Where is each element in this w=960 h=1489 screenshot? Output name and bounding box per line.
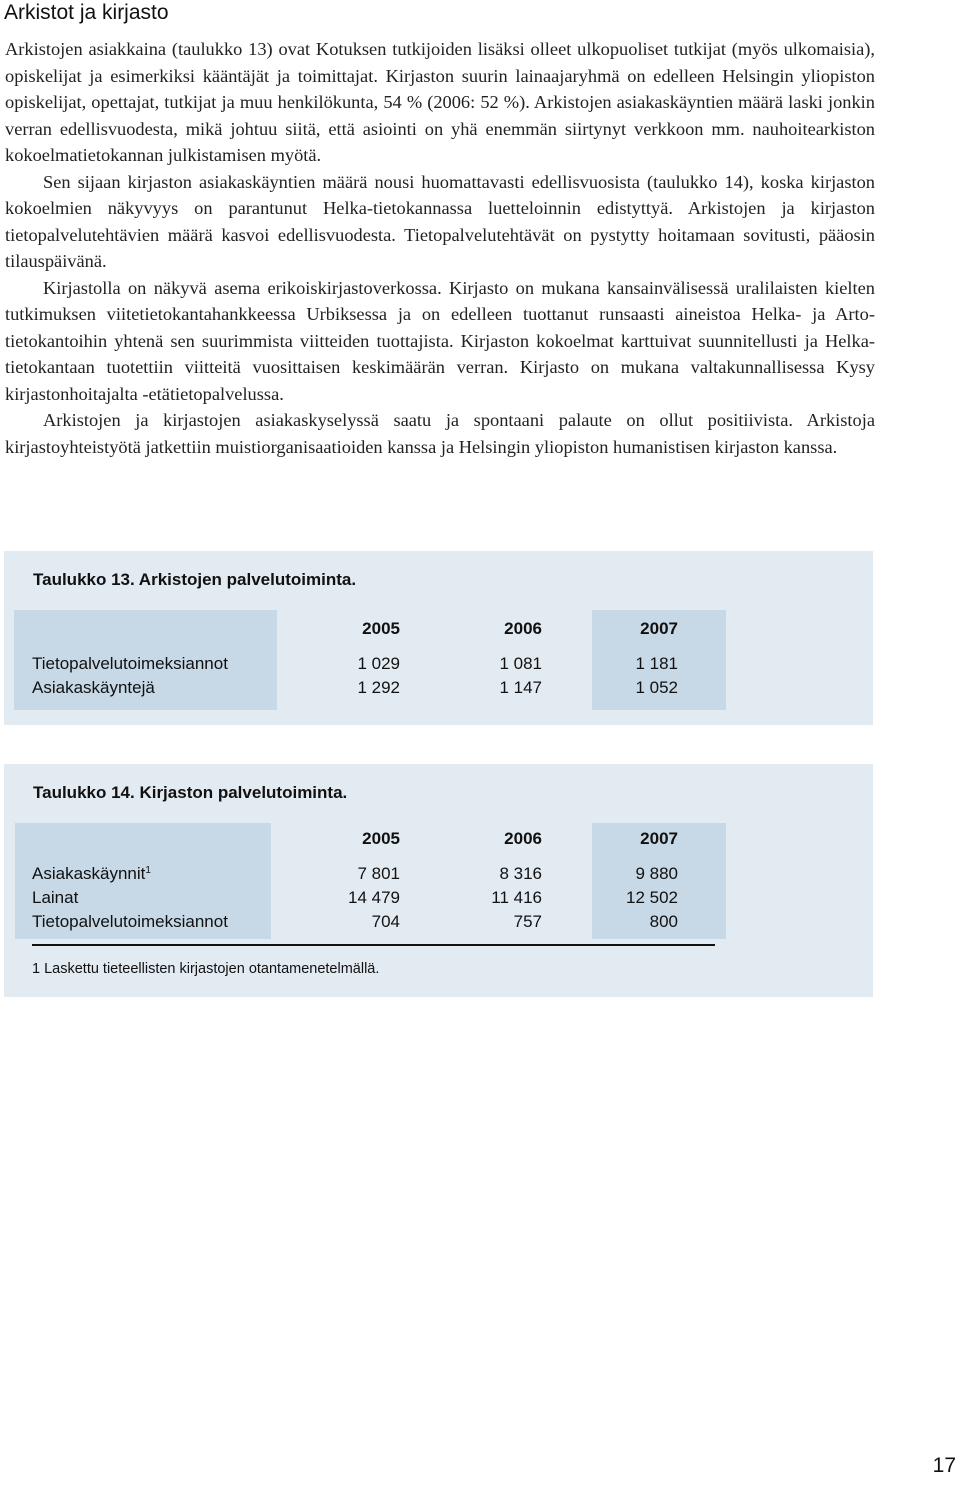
row-label — [32, 864, 151, 884]
table-cell: 12 502 — [626, 888, 678, 907]
paragraph: Arkistojen asiakkaina (taulukko 13) ovat Kotuksen tutkijoiden lisäksi olleet ulkopuoliset tutkijat (myös ulkomaisia), opiskelijat ja esimerkiksi kääntäjät ja toimittajat. Kirjaston suurin lainaajaryhmä on edelleen Helsingin yliopiston opiskelijat, opettajat, tutkijat ja muu henkilökunta, 54 % (2006: 52 %). Arkistojen asiakaskäyntien määrä laski jonkin verran edellisvuodesta, mikä johtuu siitä, että asiointi on yhä enemmän siirtynyt verkkoon mm. nauhoitearkiston kokoelmatietokannan julkistamisen myötä. — [5, 39, 875, 165]
table-cell: 704 — [371, 912, 400, 931]
table-cell: 11 416 — [491, 888, 542, 907]
table-cell: 1 181 — [635, 654, 678, 673]
table-cell: 1 029 — [357, 654, 400, 673]
table-13 — [4, 551, 873, 725]
column-header: 2006 — [504, 619, 542, 638]
footnote-marker: 1 — [145, 865, 151, 876]
column-header: 2005 — [362, 829, 400, 848]
body-text — [5, 36, 875, 460]
paragraph: Arkistojen ja kirjastojen asiakaskyselyssä saatu ja spontaani palaute on ollut positiivista. Arkistoja kirjastoyhteistyötä jatkettiin muistiorganisaatioiden kanssa ja Helsingin yliopiston humanistisen kirjaston kanssa. — [5, 410, 875, 457]
footnote-divider — [32, 944, 715, 946]
table-cell: 800 — [649, 912, 678, 931]
paragraph: Sen sijaan kirjaston asiakaskäyntien määrä nousi huomattavasti edellisvuosista (taulukko 14), koska kirjaston kokoelmien näkyvyys on parantunut Helka-tietokannassa luetteloinnin edistyttyä. Arkistojen ja kirjaston tietopalvelutehtävien määrä kasvoi edellisvuodesta. Tietopalvelutehtävät on pystytty hoitamaan sovitusti, pääosin tilauspäivänä. — [5, 171, 875, 271]
table-cell: 1 081 — [499, 654, 542, 673]
row-label: Tietopalvelutoimeksiannot — [32, 654, 228, 673]
column-header: 2005 — [362, 619, 400, 638]
table-cell: 14 479 — [348, 888, 400, 907]
table-cell: 1 147 — [499, 678, 542, 697]
column-header: 2007 — [640, 829, 678, 848]
paragraph: Kirjastolla on näkyvä asema erikoiskirjastoverkossa. Kirjasto on mukana kansainvälisessä uralilaisten kielten tutkimuksen viitetietokantahankkeessa Urbiksessa ja on edelleen tuottanut runsaasti aineistoa Helka- ja Arto-tietokantoihin yhtenä sen suurimmista viitteiden tuottajista. Kirjaston kokoelmat karttuivat suunnitellusti ja Helka-tietokantaan tuotettiin viitteitä vuosittaisen keskimäärän verran. Kirjasto on mukana valtakunnallisessa Kysy kirjastonhoitajalta -etätietopalvelussa. — [5, 277, 875, 404]
table-14 — [4, 764, 873, 997]
page-number: 17 — [932, 1454, 956, 1477]
table-cell: 1 052 — [635, 678, 678, 697]
table-footnote: 1 Laskettu tieteellisten kirjastojen otantamenetelmällä. — [32, 961, 380, 977]
row-label-text: Asiakaskäynnit — [32, 864, 146, 883]
row-label: Asiakaskäyntejä — [32, 678, 155, 697]
column-header: 2007 — [640, 619, 678, 638]
table-cell: 8 316 — [499, 864, 542, 883]
table-cell: 1 292 — [357, 678, 400, 697]
table-cell: 757 — [513, 912, 542, 931]
column-header: 2006 — [504, 829, 542, 848]
table-cell: 9 880 — [635, 864, 678, 883]
section-heading: Arkistot ja kirjasto — [4, 1, 169, 24]
table-cell: 7 801 — [357, 864, 400, 883]
table-caption: Taulukko 13. Arkistojen palvelutoiminta. — [33, 570, 357, 589]
table-caption: Taulukko 14. Kirjaston palvelutoiminta. — [33, 783, 348, 802]
row-label: Tietopalvelutoimeksiannot — [32, 912, 228, 931]
row-label: Lainat — [32, 888, 79, 907]
